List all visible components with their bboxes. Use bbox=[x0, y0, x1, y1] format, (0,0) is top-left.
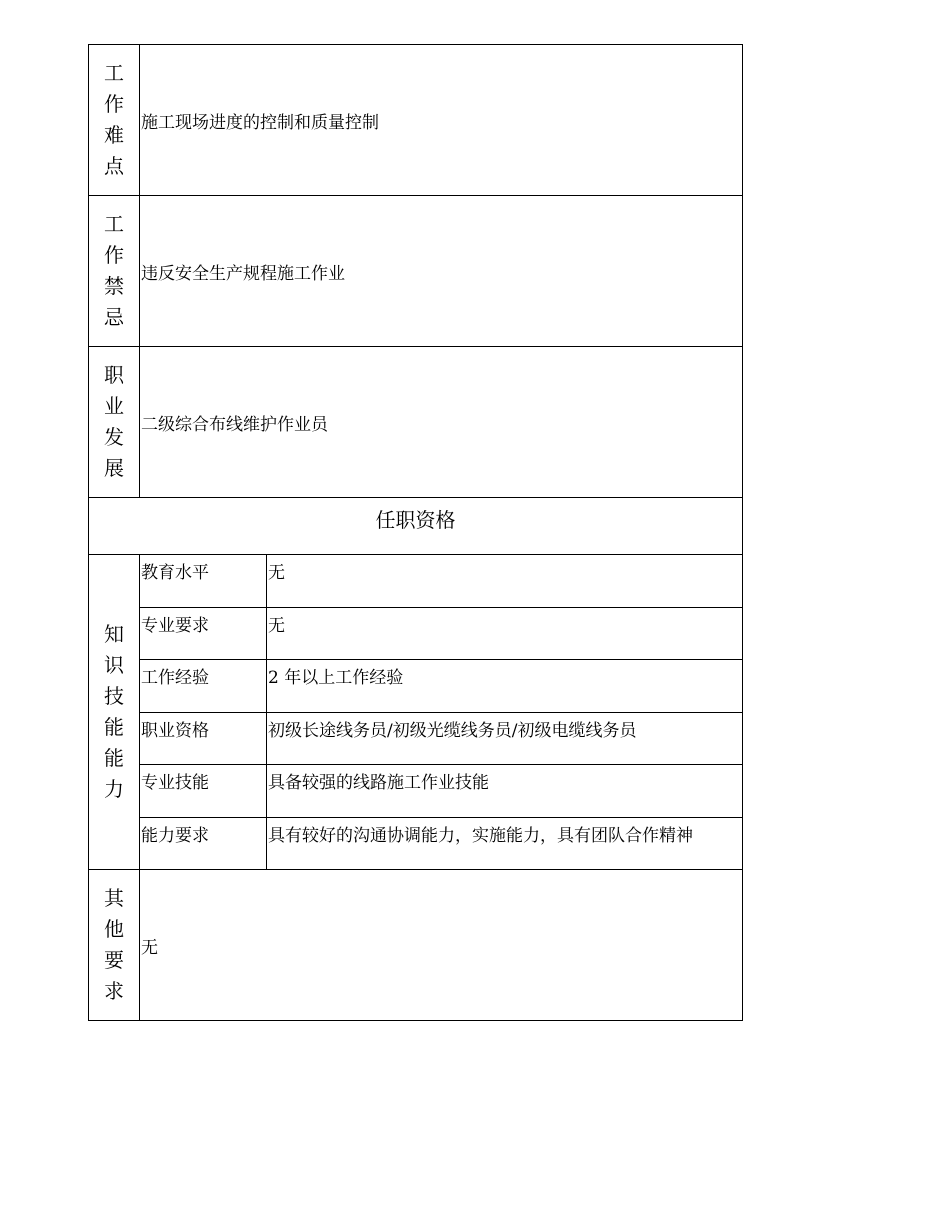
label-char: 识 bbox=[104, 653, 124, 677]
table-row bbox=[140, 713, 742, 766]
label-char: 职 bbox=[104, 363, 124, 387]
job-spec-table bbox=[88, 44, 743, 1021]
major-requirement-value: 无 bbox=[268, 615, 285, 636]
work-taboo-label-cell bbox=[89, 196, 140, 346]
label-char: 能 bbox=[104, 715, 124, 739]
career-development-row bbox=[89, 347, 742, 498]
other-requirements-label-cell bbox=[89, 870, 140, 1020]
table-row bbox=[140, 765, 742, 818]
work-difficulty-row bbox=[89, 45, 742, 196]
label-char: 作 bbox=[104, 92, 124, 116]
career-development-label-cell bbox=[89, 347, 140, 497]
label-char: 忌 bbox=[104, 305, 124, 329]
knowledge-skills-grid bbox=[140, 555, 742, 869]
label-char: 知 bbox=[104, 622, 124, 646]
knowledge-skills-label bbox=[104, 619, 124, 805]
work-difficulty-label bbox=[104, 58, 124, 182]
knowledge-skills-label-cell bbox=[89, 555, 140, 869]
label-char: 难 bbox=[104, 123, 124, 147]
work-taboo-row bbox=[89, 196, 742, 347]
table-row bbox=[140, 818, 742, 870]
career-development-label bbox=[104, 360, 124, 484]
other-requirements-label bbox=[104, 883, 124, 1007]
professional-qualification-label: 职业资格 bbox=[140, 713, 267, 765]
work-experience-value: 2 年以上工作经验 bbox=[268, 668, 404, 688]
work-difficulty-text: 施工现场进度的控制和质量控制 bbox=[141, 112, 379, 133]
professional-qualification-value: 初级长途线务员/初级光缆线务员/初级电缆线务员 bbox=[268, 720, 637, 741]
table-row bbox=[140, 660, 742, 713]
work-difficulty-label-cell bbox=[89, 45, 140, 195]
qualifications-header: 任职资格 bbox=[375, 508, 456, 532]
label-char: 工 bbox=[104, 61, 124, 85]
label-char: 力 bbox=[104, 777, 124, 801]
ability-requirement-label: 能力要求 bbox=[140, 818, 267, 870]
table-row bbox=[140, 608, 742, 661]
education-level-value: 无 bbox=[268, 563, 285, 583]
label-char: 作 bbox=[104, 243, 124, 267]
label-char: 求 bbox=[104, 979, 124, 1003]
ability-requirement-value: 具有较好的沟通协调能力，实施能力，具有团队合作精神 bbox=[268, 825, 693, 846]
label-char: 点 bbox=[104, 154, 124, 178]
career-development-text: 二级综合布线维护作业员 bbox=[141, 414, 328, 435]
label-char: 他 bbox=[104, 917, 124, 941]
work-experience-label: 工作经验 bbox=[140, 660, 267, 712]
knowledge-skills-row bbox=[89, 555, 742, 870]
work-taboo-text: 违反安全生产规程施工作业 bbox=[141, 263, 345, 284]
table-row bbox=[140, 555, 742, 608]
other-requirements-text: 无 bbox=[141, 937, 158, 958]
label-char: 业 bbox=[104, 394, 124, 418]
qualifications-header-row bbox=[89, 498, 742, 555]
label-char: 其 bbox=[104, 886, 124, 910]
label-char: 能 bbox=[104, 746, 124, 770]
label-char: 要 bbox=[104, 948, 124, 972]
major-requirement-label: 专业要求 bbox=[140, 608, 267, 660]
other-requirements-row bbox=[89, 870, 742, 1020]
work-taboo-label bbox=[104, 209, 124, 333]
professional-skill-label: 专业技能 bbox=[140, 765, 267, 817]
label-char: 发 bbox=[104, 425, 124, 449]
label-char: 技 bbox=[104, 684, 124, 708]
education-level-label: 教育水平 bbox=[140, 555, 267, 607]
label-char: 展 bbox=[104, 456, 124, 480]
label-char: 工 bbox=[104, 212, 124, 236]
label-char: 禁 bbox=[104, 274, 124, 298]
professional-skill-value: 具备较强的线路施工作业技能 bbox=[268, 773, 489, 793]
